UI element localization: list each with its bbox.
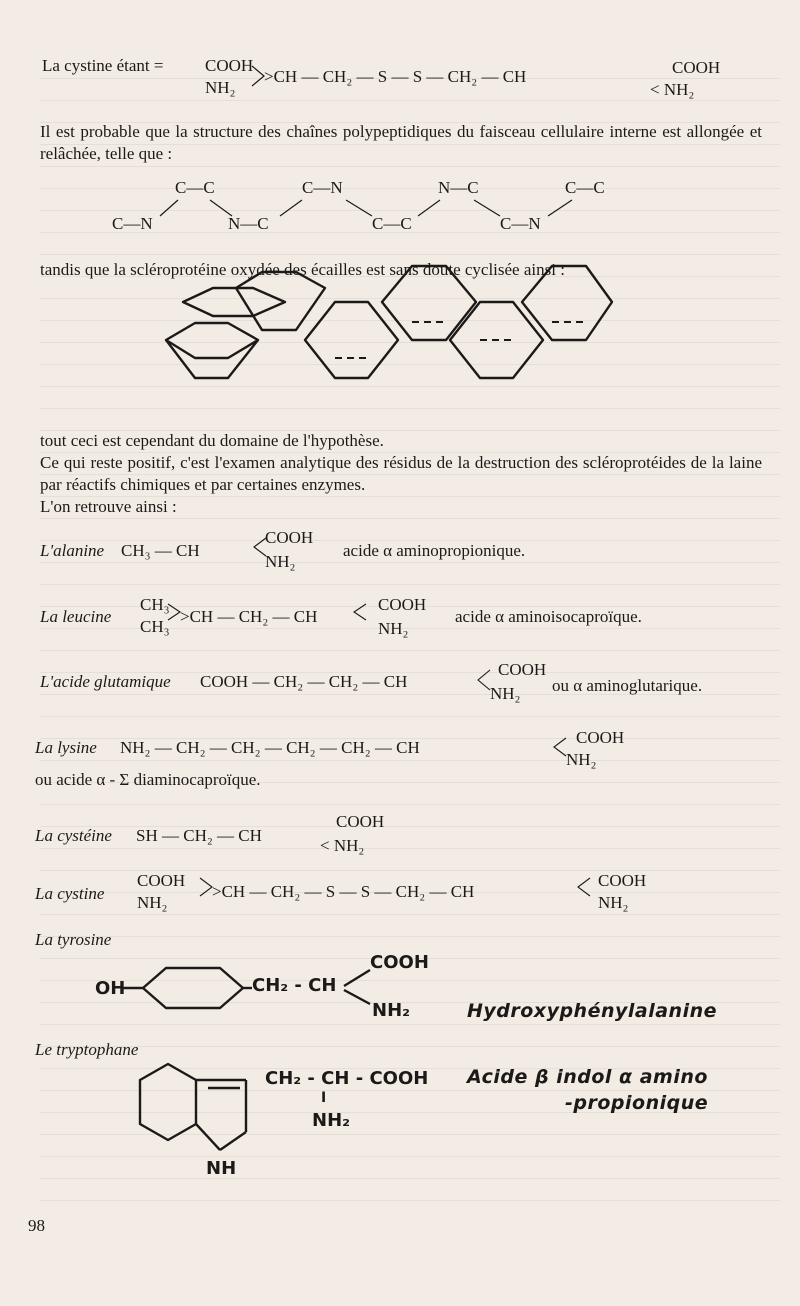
cystine-top-right-nh2: < NH₂ (650, 80, 695, 99)
cystine-left-cooh: COOH (137, 871, 186, 890)
chain-g4-top: C—C (565, 178, 605, 197)
cysteine-label: La cystéine (35, 826, 112, 845)
glutamic-cooh: COOH (498, 660, 547, 679)
cystine-top-label: La cystine étant = (42, 56, 164, 75)
leucine-nh2: NH₂ (378, 619, 409, 638)
cystine-label: La cystine (35, 884, 105, 903)
alanine-cooh: COOH (265, 528, 314, 547)
tryptophane-nh2: NH₂ (312, 1110, 351, 1131)
tyrosine-cooh: COOH (370, 952, 429, 973)
leucine-name: acide α aminoisocaproïque. (455, 607, 642, 626)
tryptophane-bond: I (321, 1090, 327, 1106)
cysteine-nh2: < NH₂ (320, 836, 365, 855)
leucine-formula: >CH — CH₂ — CH (180, 607, 318, 626)
leucine-ch3-bottom: CH₃ (140, 617, 170, 636)
glutamic-name: ou α aminoglutarique. (552, 676, 703, 695)
cystine-chain: >CH — CH₂ — S — S — CH₂ — CH (212, 882, 475, 901)
chain-g3-top: N—C (438, 178, 479, 197)
cystine-left-nh2: NH₂ (137, 893, 168, 912)
paragraph-hypothesis: tout ceci est cependant du domaine de l'hypothèse. (40, 431, 384, 450)
lysine-formula: NH₂ — CH₂ — CH₂ — CH₂ — CH₂ — CH (120, 738, 420, 757)
cystine-top-left-cooh: COOH (205, 56, 254, 75)
cystine-right-nh2: NH₂ (598, 893, 629, 912)
cystine-top-brackets (252, 66, 264, 86)
paragraph-retrieve: L'on retrouve ainsi : (40, 497, 177, 516)
paragraph-chain-structure: Il est probable que la structure des chaînes polypeptidiques du faisceau cellulaire interne est allongée et relâchée, telle que : (40, 122, 762, 163)
cystine-top-chain: >CH — CH₂ — S — S — CH₂ — CH (264, 67, 527, 86)
paragraph-analysis: Ce qui reste positif, c'est l'examen analytique des résidus de la destruction des scléroprotéides de la laine par réactifs chimiques et par certaines enzymes. (40, 453, 762, 494)
leucine-ch3-top: CH₃ (140, 595, 170, 614)
chain-g3-bottom: C—C (372, 214, 412, 233)
page-number: 98 (28, 1216, 45, 1235)
tyrosine-benzene (122, 968, 370, 1008)
cystine-top-right-cooh: COOH (672, 58, 721, 77)
tryptophane-name-2: -propionique (565, 1092, 709, 1114)
cyclised-hbonds (196, 322, 586, 358)
glutamic-nh2: NH₂ (490, 684, 521, 703)
chain-g2-bottom: N—C (228, 214, 269, 233)
paragraph-cyclised: tandis que la scléroprotéine oxydée des écailles est sans doute cyclisée ainsi : (40, 260, 565, 279)
chain-zigzag-bonds (160, 200, 572, 216)
lysine-nh2: NH₂ (566, 750, 597, 769)
chain-g2-top: C—N (302, 178, 343, 197)
alanine-formula: CH₃ — CH (121, 541, 200, 560)
tryptophane-nh: NH (206, 1158, 237, 1179)
tyrosine-chain: CH₂ - CH (252, 975, 337, 996)
tyrosine-oh: OH (95, 978, 126, 999)
tryptophane-indole (140, 1064, 246, 1150)
lysine-label: La lysine (35, 738, 97, 757)
cystine-right-cooh: COOH (598, 871, 647, 890)
cyclised-hexagons (166, 266, 612, 378)
cystine-top-left-nh2: NH₂ (205, 78, 236, 97)
tyrosine-nh2: NH₂ (372, 1000, 411, 1021)
tryptophane-chain: CH₂ - CH - COOH (265, 1068, 429, 1089)
leucine-cooh: COOH (378, 595, 427, 614)
tryptophane-name-1: Acide β indol α amino (467, 1066, 708, 1088)
tyrosine-label: La tyrosine (35, 930, 112, 949)
cysteine-formula: SH — CH₂ — CH (136, 826, 262, 845)
glutamic-label: L'acide glutamique (40, 672, 171, 691)
cysteine-cooh: COOH (336, 812, 385, 831)
leucine-label: La leucine (40, 607, 112, 626)
tryptophane-label: Le tryptophane (35, 1040, 139, 1059)
amino-acid-brackets (168, 538, 590, 896)
alanine-name: acide α aminopropionique. (343, 541, 526, 560)
tyrosine-name: Hydroxyphénylalanine (467, 1000, 717, 1022)
glutamic-formula: COOH — CH₂ — CH₂ — CH (200, 672, 408, 691)
chain-g1-top: C—C (175, 178, 215, 197)
alanine-label: L'alanine (40, 541, 105, 560)
chain-g4-bottom: C—N (500, 214, 541, 233)
lysine-cooh: COOH (576, 728, 625, 747)
chain-g1-bottom: C—N (112, 214, 153, 233)
alanine-nh2: NH₂ (265, 552, 296, 571)
lysine-name: ou acide α - Σ diaminocaproïque. (35, 770, 261, 789)
